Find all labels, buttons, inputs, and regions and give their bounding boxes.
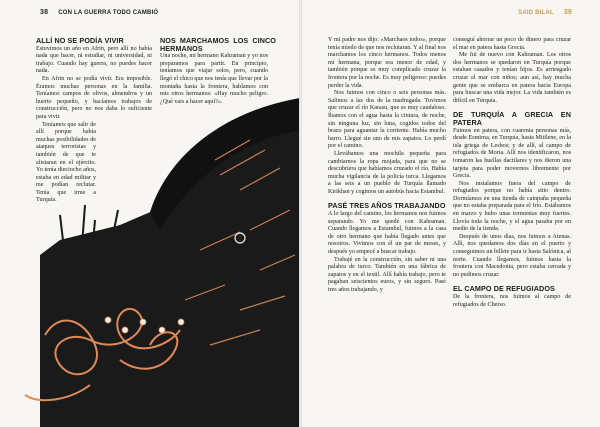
section-heading: ALLÍ NO SE PODÍA VIVIR [36, 36, 124, 45]
paragraph: Estuvimos un año en Afrin, pero allí no había nada que hacer, ni estudiar, ni universidad, ni trabajo. Cuando hay guerra, no puedes hacer nada. [36, 45, 152, 75]
section-heading: NOS MARCHAMOS LOS CINCO HERMANOS [160, 36, 276, 53]
left-running-title: CON LA GUERRA TODO CAMBIÓ [58, 10, 159, 16]
paragraph: Me fui de nuevo con Kahraman. Los otros dos hermanos se quedaron en Turquía porque estaban casados y tenían hijos. Es arriesgado cruzar el mar con niños; aun así, hay mucha gente que se embarca en patera hacia Europa para buscar una vida mejor. La vida también es difícil en Turquía. [453, 52, 571, 104]
left-page-number: 38 [40, 9, 49, 16]
right-running-head [518, 9, 572, 16]
book-gutter [299, 0, 302, 427]
paragraph: En Afrin no se podía vivir. Era imposible. Éramos muchas personas en la familia. Teníamos campos de olivos, almendros y un huerto pequeño, y hacíamos trabajos de construcción, pero no nos daba lo suficiente para vivir. [36, 75, 152, 120]
paragraph: Fuimos en patera, con cuarenta personas más, desde Esmirna, en Turquía, hasta Mitilene, en la isla griega de Lesbos; y de allí, al campo de refugiados de Moria. Allí nos identificaron, nos tomaron las huellas dactilares y nos dieron una tarjeta para poder movernos libremente por Grecia. [453, 127, 571, 180]
paragraph: Nos fuimos con cinco o seis personas más. Salimos a las dos de la madrugada. Tuvimos que cruzar el río Karasu, que es muy caudaloso. Íbamos con el agua hasta la cintura, de noche, sin ninguna luz, sin luna, cogidos todos del brazo para aguantar la corriente. Había mucho barro. Llegué sin uno de mis zapatos. Lo perdí por el camino. [328, 90, 446, 150]
paragraph: Trabajé en la construcción, sin saber ni una palabra de turco. También en una fábrica de zapatos y en el textil. Allí había trabajo, pero te pagaban seiscientos euros, y sin seguro. Pasé tres años trabajando, y [328, 256, 446, 293]
right-running-title: SAID BILAL [518, 10, 554, 16]
section-heading: PASÉ TRES AÑOS TRABAJANDO [328, 201, 446, 211]
paragraph: conseguí ahorrar un poco de dinero para cruzar el mar en patera hasta Grecia. [453, 37, 571, 51]
right-column-2 [453, 37, 571, 309]
left-column-2 [160, 37, 276, 106]
paragraph: Nos instalamos fuera del campo de refugiados porque no había sitio dentro. Dormíamos en una tienda de campaña pequeña que no estaba preparada para el frío. Estábamos en marzo y hubo unas tormentas muy fuertes. Llovía toda la noche, y el agua pasaba por en medio de la tienda. [453, 180, 571, 233]
paragraph: Y mi padre nos dijo: «Marchaos todos», porque tenía miedo de que nos reclutaran. Y al final nos marchamos los cinco hermanos. Todos menos mi hermana, porque era menor de edad, y también porque es muy complicado cruzar la frontera por la noche. Es muy peligroso: puedes perder la vida. [328, 37, 446, 89]
left-running-head [40, 9, 158, 16]
paragraph: A lo largo del camino, los hermanos nos fuimos separando. Yo me quedé con Kahraman. Cuando llegamos a Estambul, fuimos a la casa de otro hermano que había llegado antes que nosotros. Vivimos con él un par de meses, y después yo empecé a buscar trabajo. [328, 211, 446, 256]
paragraph: Llevábamos una mochila pequeña para cambiarnos la ropa mojada, para que no se descubriera que habíamos cruzado el río. Había mucha vigilancia de la policía turca. Llegamos a las seis a un pueblo de Turquía llamado Kirikhan y cogimos un autobús hacia Estambul. [328, 150, 446, 195]
paragraph: Teníamos que salir de allí porque había muchas posibilidades de ataques terroristas y también de que te alistaran en el ejército. Yo tenía dieciocho años, estaba en edad militar y me podían reclutar. Tenía que irme a Turquía. [36, 121, 96, 204]
paragraph: Una noche, mi hermano Kahraman y yo nos preparamos para partir. En principio, teníamos que viajar solos, pero, cuando llegó el chico que nos tenía que llevar por la montaña hasta la frontera, hablamos con mis otros hermanos: «Hay mucho peligro. ¿Qué vais a hacer aquí?». [160, 53, 268, 105]
right-column-1 [328, 37, 446, 295]
left-column-1 [36, 37, 152, 205]
right-page-number: 39 [563, 9, 572, 16]
paragraph: Después de unos días, nos fuimos a Atenas. Allí, nos quedamos dos días en el puerto y conseguimos un billete para ir hasta Salónica, al norte. Cuando llegamos, fuimos hasta la frontera con Macedonia, pero estaba cerrada y no pudimos cruzar. [453, 233, 571, 278]
paragraph: De la frontera, nos fuimos al campo de refugiados de Cherso. [453, 294, 571, 308]
section-heading: EL CAMPO DE REFUGIADOS [453, 284, 555, 294]
section-heading: DE TURQUÍA A GRECIA EN PATERA [453, 110, 571, 127]
